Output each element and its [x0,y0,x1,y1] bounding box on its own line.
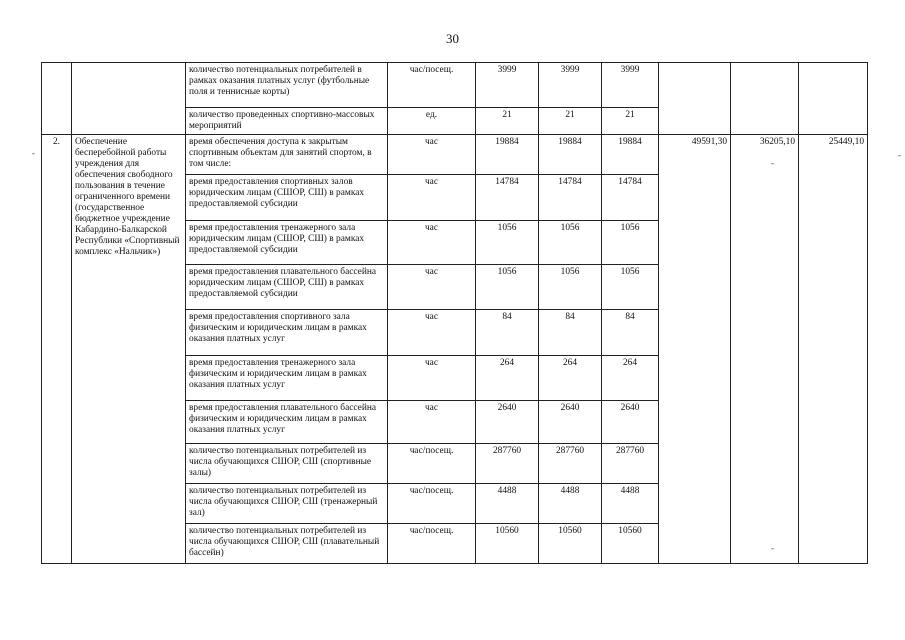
value-cell-year1: 21 [476,108,539,135]
section-name-cell: Обеспечение бесперебойной работы учреждения для обеспечения свободного пользования в течение ограниченного времени (государственное бюджетное учреждение Кабардино-Балкарской Республики «Спортивный комплекс «Нальчик») [72,135,186,564]
scan-dot-mark: - [771,543,774,553]
unit-cell: час/посещ. [388,524,476,564]
value-cell-year2: 1056 [539,265,602,310]
value-cell-year1: 3999 [476,63,539,108]
page-number: 30 [446,31,459,46]
finance-cell-year3 [799,63,868,135]
indicator-cell: количество проведенных спортивно-массовых мероприятий [186,108,388,135]
unit-cell: час [388,401,476,444]
value-cell-year3: 84 [602,310,659,356]
unit-cell: час/посещ. [388,63,476,108]
finance-cell-year2 [731,63,799,135]
unit-cell: час [388,221,476,265]
value-cell-year1: 1056 [476,221,539,265]
indicator-cell: время предоставления спортивного зала физическим и юридическим лицам в рамках оказания платных услуг [186,310,388,356]
unit-cell: час/посещ. [388,444,476,484]
value-cell-year2: 287760 [539,444,602,484]
value-cell-year2: 14784 [539,175,602,221]
indicator-cell: время предоставления тренажерного зала юридическим лицам (СШОР, СШ) в рамках предоставляемой субсидии [186,221,388,265]
unit-cell: час [388,356,476,401]
margin-mark-left: - [32,148,35,158]
value-cell-year2: 84 [539,310,602,356]
value-cell-year2: 4488 [539,484,602,524]
indicator-cell: время предоставления спортивных залов юридическим лицам (СШОР, СШ) в рамках предоставляемой субсидии [186,175,388,221]
finance-cell-year2: 36205,10 [731,135,799,564]
scan-dot-mark: - [771,158,774,168]
unit-cell: час [388,135,476,175]
value-cell-year3: 2640 [602,401,659,444]
indicator-cell: время предоставления тренажерного зала физическим и юридическим лицам в рамках оказания платных услуг [186,356,388,401]
value-cell-year2: 1056 [539,221,602,265]
value-cell-year3: 4488 [602,484,659,524]
table-row [42,135,868,175]
value-cell-year2: 10560 [539,524,602,564]
value-cell-year2: 2640 [539,401,602,444]
value-cell-year3: 1056 [602,221,659,265]
unit-cell: ед. [388,108,476,135]
value-cell-year1: 19884 [476,135,539,175]
value-cell-year2: 3999 [539,63,602,108]
indicator-cell: время обеспечения доступа к закрытым спортивным объектам для занятий спортом, в том числе: [186,135,388,175]
unit-cell: час [388,265,476,310]
section-number-cell: 2. [42,135,72,564]
value-cell-year1: 10560 [476,524,539,564]
program-table [41,62,868,564]
section-name-cell [72,63,186,135]
value-cell-year3: 1056 [602,265,659,310]
indicator-cell: количество потенциальных потребителей в рамках оказания платных услуг (футбольные поля и теннисные корты) [186,63,388,108]
value-cell-year1: 14784 [476,175,539,221]
value-cell-year3: 14784 [602,175,659,221]
value-cell-year1: 4488 [476,484,539,524]
value-cell-year3: 287760 [602,444,659,484]
finance-cell-year1: 49591,30 [659,135,731,564]
value-cell-year1: 84 [476,310,539,356]
indicator-cell: время предоставления плавательного бассейна юридическим лицам (СШОР, СШ) в рамках предоставляемой субсидии [186,265,388,310]
value-cell-year2: 19884 [539,135,602,175]
value-cell-year3: 264 [602,356,659,401]
value-cell-year1: 1056 [476,265,539,310]
indicator-cell: количество потенциальных потребителей из числа обучающихся СШОР, СШ (плавательный бассейн) [186,524,388,564]
section-number-cell [42,63,72,135]
margin-mark-right: - [898,150,901,160]
unit-cell: час [388,175,476,221]
indicator-cell: время предоставления плавательного бассейна физическим и юридическим лицам в рамках оказания платных услуг [186,401,388,444]
value-cell-year3: 21 [602,108,659,135]
finance-cell-year3: 25449,10 [799,135,868,564]
value-cell-year3: 19884 [602,135,659,175]
finance-cell-year1 [659,63,731,135]
value-cell-year1: 2640 [476,401,539,444]
value-cell-year2: 21 [539,108,602,135]
value-cell-year1: 287760 [476,444,539,484]
table-row [42,63,868,108]
unit-cell: час/посещ. [388,484,476,524]
value-cell-year3: 3999 [602,63,659,108]
unit-cell: час [388,310,476,356]
value-cell-year3: 10560 [602,524,659,564]
indicator-cell: количество потенциальных потребителей из числа обучающихся СШОР, СШ (спортивные залы) [186,444,388,484]
value-cell-year1: 264 [476,356,539,401]
value-cell-year2: 264 [539,356,602,401]
indicator-cell: количество потенциальных потребителей из числа обучающихся СШОР, СШ (тренажерный зал) [186,484,388,524]
